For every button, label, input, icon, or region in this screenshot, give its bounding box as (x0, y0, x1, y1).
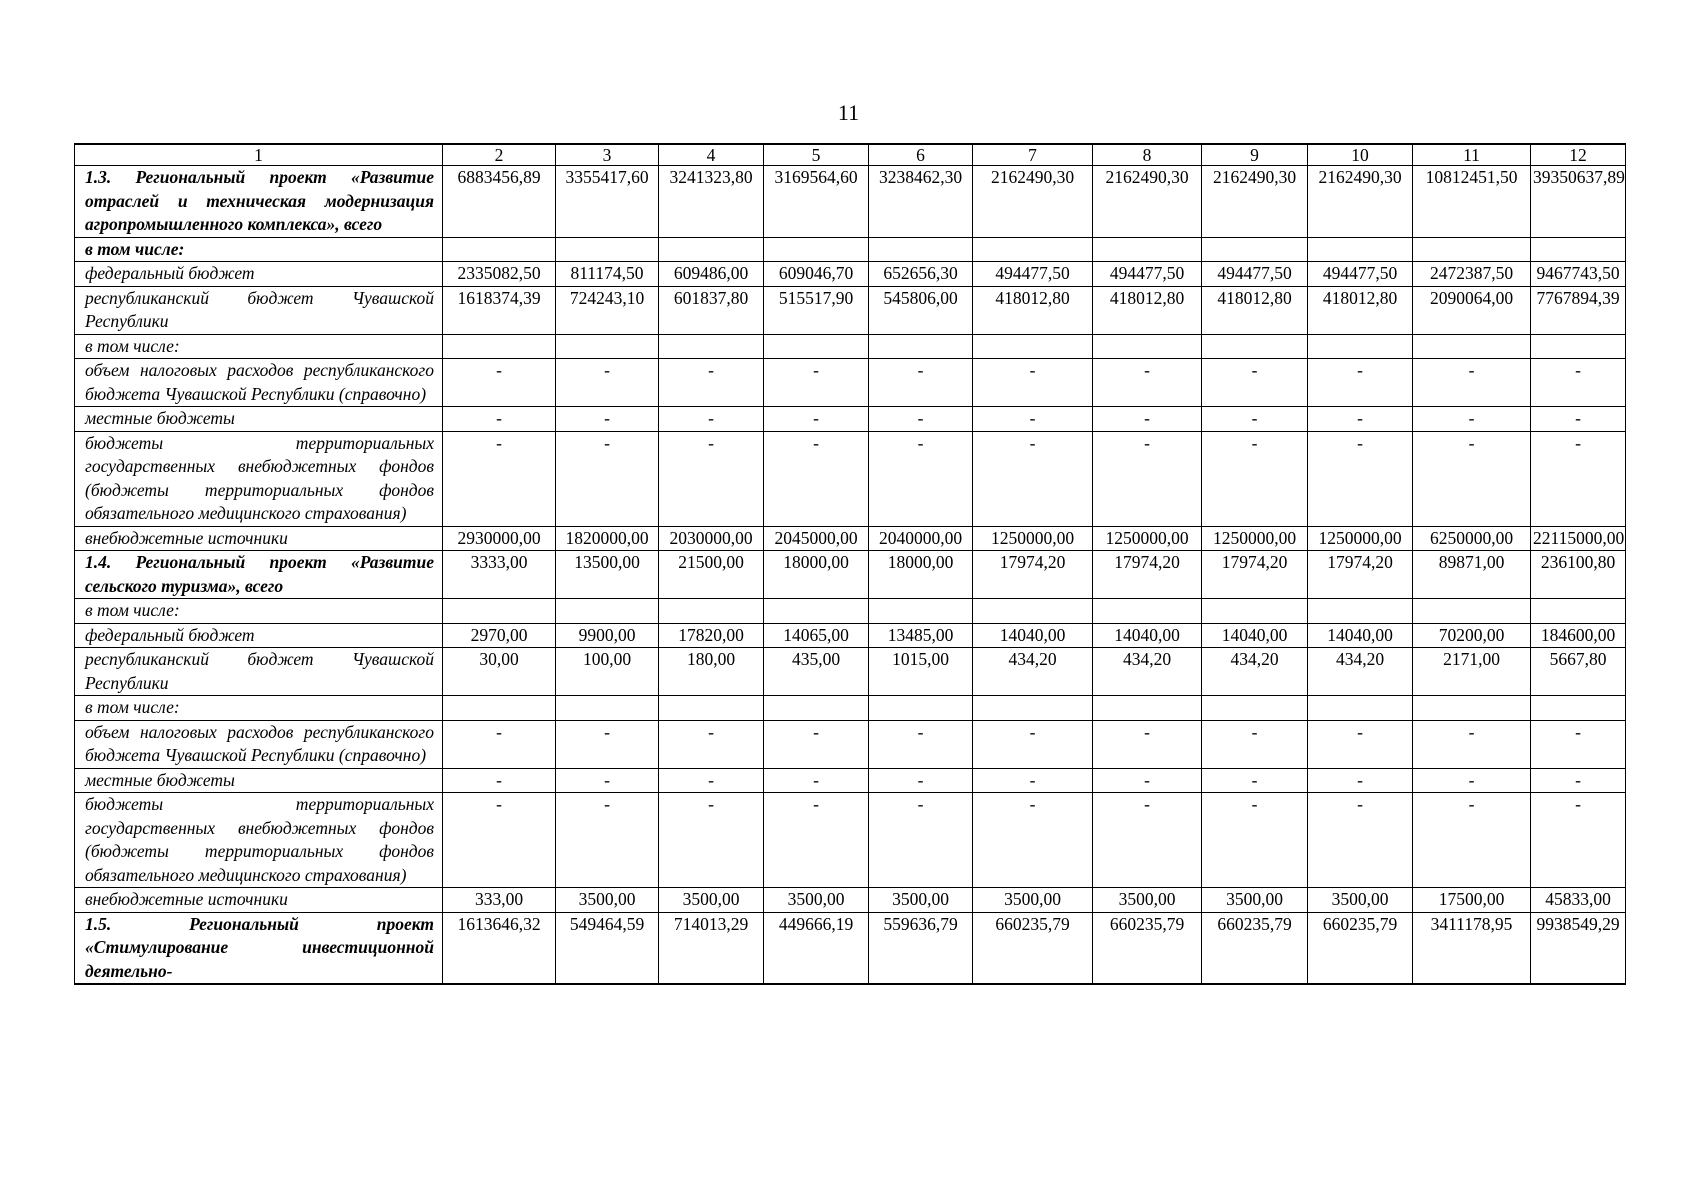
row-label: бюджеты территориальных государственных внебюджетных фондов (бюджеты территориальных фондов обязательного медицинского страхования) (75, 431, 443, 526)
value-cell: - (1413, 407, 1531, 432)
value-cell: 2040000,00 (869, 526, 973, 551)
value-cell: 2162490,30 (1202, 166, 1308, 238)
value-cell (1531, 334, 1626, 359)
value-cell: - (1413, 793, 1531, 888)
table-row (75, 696, 1626, 721)
value-cell: 3500,00 (1308, 888, 1413, 913)
value-cell: - (659, 768, 764, 793)
value-cell: 13485,00 (869, 623, 973, 648)
value-cell: - (659, 359, 764, 407)
table-body (75, 166, 1626, 985)
value-cell: 9900,00 (556, 623, 659, 648)
table-row (75, 334, 1626, 359)
column-number-header: 4 (659, 144, 764, 166)
value-cell (764, 334, 869, 359)
value-cell: - (1093, 720, 1202, 768)
value-cell: 14040,00 (1093, 623, 1202, 648)
value-cell: 21500,00 (659, 551, 764, 599)
value-cell: - (556, 768, 659, 793)
table-row (75, 431, 1626, 526)
value-cell: - (1413, 768, 1531, 793)
value-cell (659, 237, 764, 262)
value-cell (973, 237, 1093, 262)
value-cell: 2030000,00 (659, 526, 764, 551)
value-cell: 9938549,29 (1531, 912, 1626, 984)
value-cell: 184600,00 (1531, 623, 1626, 648)
row-label: 1.4. Региональный проект «Развитие сельского туризма», всего (75, 551, 443, 599)
value-cell (443, 696, 556, 721)
value-cell: - (1093, 793, 1202, 888)
value-cell: 39350637,89 (1531, 166, 1626, 238)
value-cell: - (659, 793, 764, 888)
value-cell: 434,20 (1093, 648, 1202, 696)
column-number-header: 12 (1531, 144, 1626, 166)
value-cell: 13500,00 (556, 551, 659, 599)
value-cell: - (443, 407, 556, 432)
table-row (75, 648, 1626, 696)
value-cell: - (869, 720, 973, 768)
value-cell: - (1202, 359, 1308, 407)
value-cell: 2162490,30 (1308, 166, 1413, 238)
value-cell: 3500,00 (556, 888, 659, 913)
value-cell (973, 334, 1093, 359)
value-cell: 434,20 (973, 648, 1093, 696)
value-cell: - (1413, 359, 1531, 407)
value-cell: - (1093, 431, 1202, 526)
value-cell: - (869, 793, 973, 888)
value-cell: 2970,00 (443, 623, 556, 648)
value-cell: - (764, 359, 869, 407)
row-label: республиканский бюджет Чувашской Республики (75, 648, 443, 696)
value-cell (1531, 696, 1626, 721)
value-cell: 660235,79 (1093, 912, 1202, 984)
value-cell: - (443, 359, 556, 407)
value-cell: - (1531, 431, 1626, 526)
value-cell (556, 696, 659, 721)
value-cell: - (1531, 359, 1626, 407)
value-cell: 515517,90 (764, 286, 869, 334)
value-cell (659, 696, 764, 721)
row-label: 1.3. Региональный проект «Развитие отраслей и техническая модернизация агропромышленного комплекса», всего (75, 166, 443, 238)
value-cell: - (1202, 793, 1308, 888)
value-cell: - (556, 407, 659, 432)
column-number-header: 6 (869, 144, 973, 166)
value-cell: 18000,00 (764, 551, 869, 599)
row-label: объем налоговых расходов республиканского бюджета Чувашской Республики (справочно) (75, 720, 443, 768)
value-cell: 236100,80 (1531, 551, 1626, 599)
value-cell: - (443, 768, 556, 793)
value-cell: 14040,00 (1308, 623, 1413, 648)
row-label: 1.5. Региональный проект «Стимулирование инвестиционной деятельно- (75, 912, 443, 984)
value-cell: 100,00 (556, 648, 659, 696)
value-cell: - (1202, 407, 1308, 432)
value-cell: - (1308, 793, 1413, 888)
value-cell: 1618374,39 (443, 286, 556, 334)
value-cell: 2090064,00 (1413, 286, 1531, 334)
value-cell (1413, 696, 1531, 721)
value-cell: - (1093, 768, 1202, 793)
value-cell: 652656,30 (869, 262, 973, 287)
value-cell (973, 599, 1093, 624)
value-cell: - (443, 793, 556, 888)
value-cell (764, 599, 869, 624)
value-cell: - (1531, 407, 1626, 432)
value-cell: - (1308, 359, 1413, 407)
column-number-header: 10 (1308, 144, 1413, 166)
value-cell: 70200,00 (1413, 623, 1531, 648)
table-row (75, 623, 1626, 648)
value-cell: 1250000,00 (1202, 526, 1308, 551)
value-cell: 7767894,39 (1531, 286, 1626, 334)
value-cell: - (556, 720, 659, 768)
row-label: республиканский бюджет Чувашской Республики (75, 286, 443, 334)
column-number-header: 2 (443, 144, 556, 166)
value-cell: 14065,00 (764, 623, 869, 648)
page-number: 11 (837, 100, 860, 125)
value-cell: 333,00 (443, 888, 556, 913)
column-number-header: 9 (1202, 144, 1308, 166)
value-cell: - (973, 431, 1093, 526)
value-cell: 494477,50 (1308, 262, 1413, 287)
value-cell (1202, 599, 1308, 624)
value-cell: - (869, 407, 973, 432)
value-cell: 10812451,50 (1413, 166, 1531, 238)
value-cell: - (1531, 793, 1626, 888)
value-cell: 2162490,30 (1093, 166, 1202, 238)
value-cell: 601837,80 (659, 286, 764, 334)
value-cell (443, 334, 556, 359)
value-cell: 1250000,00 (1093, 526, 1202, 551)
value-cell: - (659, 720, 764, 768)
value-cell: - (1202, 720, 1308, 768)
value-cell (764, 696, 869, 721)
value-cell (1308, 599, 1413, 624)
value-cell: - (1093, 359, 1202, 407)
table-row (75, 262, 1626, 287)
table-row (75, 286, 1626, 334)
value-cell: - (659, 407, 764, 432)
table-row (75, 359, 1626, 407)
table-row (75, 551, 1626, 599)
value-cell (1093, 696, 1202, 721)
value-cell (659, 334, 764, 359)
value-cell (1308, 334, 1413, 359)
value-cell: - (764, 720, 869, 768)
value-cell: - (1093, 407, 1202, 432)
value-cell (764, 237, 869, 262)
value-cell: 418012,80 (1308, 286, 1413, 334)
value-cell: - (1308, 768, 1413, 793)
row-label: внебюджетные источники (75, 888, 443, 913)
value-cell: - (1531, 720, 1626, 768)
value-cell: 434,20 (1308, 648, 1413, 696)
column-number-header: 7 (973, 144, 1093, 166)
value-cell: 17974,20 (973, 551, 1093, 599)
value-cell: 30,00 (443, 648, 556, 696)
column-number-header: 1 (75, 144, 443, 166)
table-row (75, 599, 1626, 624)
value-cell (869, 334, 973, 359)
value-cell (443, 599, 556, 624)
value-cell: - (443, 431, 556, 526)
value-cell (1202, 696, 1308, 721)
value-cell: 3500,00 (659, 888, 764, 913)
value-cell: - (443, 720, 556, 768)
value-cell: - (1413, 431, 1531, 526)
row-label: в том числе: (75, 599, 443, 624)
value-cell: 660235,79 (1308, 912, 1413, 984)
table-row (75, 237, 1626, 262)
value-cell: 9467743,50 (1531, 262, 1626, 287)
value-cell: 549464,59 (556, 912, 659, 984)
value-cell: 3500,00 (869, 888, 973, 913)
value-cell: - (869, 768, 973, 793)
value-cell (869, 237, 973, 262)
value-cell: 3411178,95 (1413, 912, 1531, 984)
value-cell: - (869, 431, 973, 526)
value-cell: 3500,00 (764, 888, 869, 913)
value-cell: 3500,00 (973, 888, 1093, 913)
value-cell (1413, 237, 1531, 262)
value-cell (869, 696, 973, 721)
value-cell: 418012,80 (973, 286, 1093, 334)
value-cell: - (973, 720, 1093, 768)
value-cell (1531, 599, 1626, 624)
value-cell: 1613646,32 (443, 912, 556, 984)
value-cell: 17974,20 (1202, 551, 1308, 599)
value-cell: 6250000,00 (1413, 526, 1531, 551)
budget-table (74, 143, 1626, 985)
value-cell (1202, 334, 1308, 359)
value-cell: 3169564,60 (764, 166, 869, 238)
value-cell: 17500,00 (1413, 888, 1531, 913)
value-cell: 2472387,50 (1413, 262, 1531, 287)
value-cell: 1250000,00 (1308, 526, 1413, 551)
value-cell: 660235,79 (1202, 912, 1308, 984)
value-cell (556, 599, 659, 624)
value-cell (1202, 237, 1308, 262)
value-cell: - (973, 768, 1093, 793)
table-row (75, 793, 1626, 888)
value-cell: - (1308, 407, 1413, 432)
value-cell: 3500,00 (1093, 888, 1202, 913)
value-cell: 1015,00 (869, 648, 973, 696)
value-cell: 714013,29 (659, 912, 764, 984)
value-cell: 45833,00 (1531, 888, 1626, 913)
value-cell (1093, 599, 1202, 624)
value-cell: 2930000,00 (443, 526, 556, 551)
value-cell: 5667,80 (1531, 648, 1626, 696)
value-cell: - (1413, 720, 1531, 768)
value-cell: 811174,50 (556, 262, 659, 287)
value-cell: 6883456,89 (443, 166, 556, 238)
value-cell: 559636,79 (869, 912, 973, 984)
row-label: внебюджетные источники (75, 526, 443, 551)
column-number-row (75, 144, 1626, 166)
value-cell: - (869, 359, 973, 407)
value-cell (1308, 237, 1413, 262)
value-cell: 3355417,60 (556, 166, 659, 238)
value-cell: 545806,00 (869, 286, 973, 334)
value-cell: 494477,50 (973, 262, 1093, 287)
column-number-header: 5 (764, 144, 869, 166)
value-cell: 14040,00 (1202, 623, 1308, 648)
value-cell: - (556, 793, 659, 888)
table-row (75, 768, 1626, 793)
value-cell: 660235,79 (973, 912, 1093, 984)
value-cell: - (1202, 768, 1308, 793)
value-cell: - (973, 359, 1093, 407)
value-cell: 2335082,50 (443, 262, 556, 287)
row-label: бюджеты территориальных государственных внебюджетных фондов (бюджеты территориальных фондов обязательного медицинского страхования) (75, 793, 443, 888)
value-cell: - (973, 793, 1093, 888)
row-label: федеральный бюджет (75, 623, 443, 648)
value-cell (556, 237, 659, 262)
value-cell: - (764, 793, 869, 888)
value-cell: 17820,00 (659, 623, 764, 648)
value-cell: 3333,00 (443, 551, 556, 599)
table-row (75, 407, 1626, 432)
value-cell: 609486,00 (659, 262, 764, 287)
table-row (75, 720, 1626, 768)
value-cell: 2171,00 (1413, 648, 1531, 696)
row-label: в том числе: (75, 696, 443, 721)
value-cell: 435,00 (764, 648, 869, 696)
value-cell: 1250000,00 (973, 526, 1093, 551)
row-label: местные бюджеты (75, 407, 443, 432)
value-cell: 494477,50 (1093, 262, 1202, 287)
value-cell (556, 334, 659, 359)
value-cell (1531, 237, 1626, 262)
value-cell (973, 696, 1093, 721)
row-label: объем налоговых расходов республиканского бюджета Чувашской Республики (справочно) (75, 359, 443, 407)
value-cell: 3238462,30 (869, 166, 973, 238)
value-cell: - (1531, 768, 1626, 793)
value-cell: 89871,00 (1413, 551, 1531, 599)
value-cell: 22115000,00 (1531, 526, 1626, 551)
column-number-header: 11 (1413, 144, 1531, 166)
value-cell: 418012,80 (1202, 286, 1308, 334)
table-row (75, 888, 1626, 913)
table-row (75, 166, 1626, 238)
value-cell: - (764, 431, 869, 526)
value-cell (1413, 334, 1531, 359)
value-cell (1413, 599, 1531, 624)
value-cell: 2045000,00 (764, 526, 869, 551)
value-cell: 609046,70 (764, 262, 869, 287)
value-cell: - (556, 359, 659, 407)
value-cell: 3241323,80 (659, 166, 764, 238)
value-cell: - (556, 431, 659, 526)
table-row (75, 912, 1626, 984)
value-cell: 17974,20 (1308, 551, 1413, 599)
value-cell (1093, 334, 1202, 359)
table-row (75, 526, 1626, 551)
value-cell: 494477,50 (1202, 262, 1308, 287)
value-cell: 434,20 (1202, 648, 1308, 696)
row-label: местные бюджеты (75, 768, 443, 793)
value-cell: - (659, 431, 764, 526)
value-cell: 18000,00 (869, 551, 973, 599)
column-number-header: 3 (556, 144, 659, 166)
value-cell: 3500,00 (1202, 888, 1308, 913)
value-cell: 449666,19 (764, 912, 869, 984)
value-cell: 17974,20 (1093, 551, 1202, 599)
value-cell: - (764, 407, 869, 432)
value-cell (869, 599, 973, 624)
row-label: в том числе: (75, 334, 443, 359)
value-cell: 418012,80 (1093, 286, 1202, 334)
value-cell: 724243,10 (556, 286, 659, 334)
value-cell: - (764, 768, 869, 793)
value-cell: 14040,00 (973, 623, 1093, 648)
value-cell: - (1308, 431, 1413, 526)
value-cell: 180,00 (659, 648, 764, 696)
value-cell (659, 599, 764, 624)
value-cell: - (1308, 720, 1413, 768)
value-cell: - (1202, 431, 1308, 526)
value-cell: 1820000,00 (556, 526, 659, 551)
row-label: федеральный бюджет (75, 262, 443, 287)
value-cell (443, 237, 556, 262)
row-label: в том числе: (75, 237, 443, 262)
value-cell: - (973, 407, 1093, 432)
value-cell: 2162490,30 (973, 166, 1093, 238)
value-cell (1093, 237, 1202, 262)
value-cell (1308, 696, 1413, 721)
column-number-header: 8 (1093, 144, 1202, 166)
